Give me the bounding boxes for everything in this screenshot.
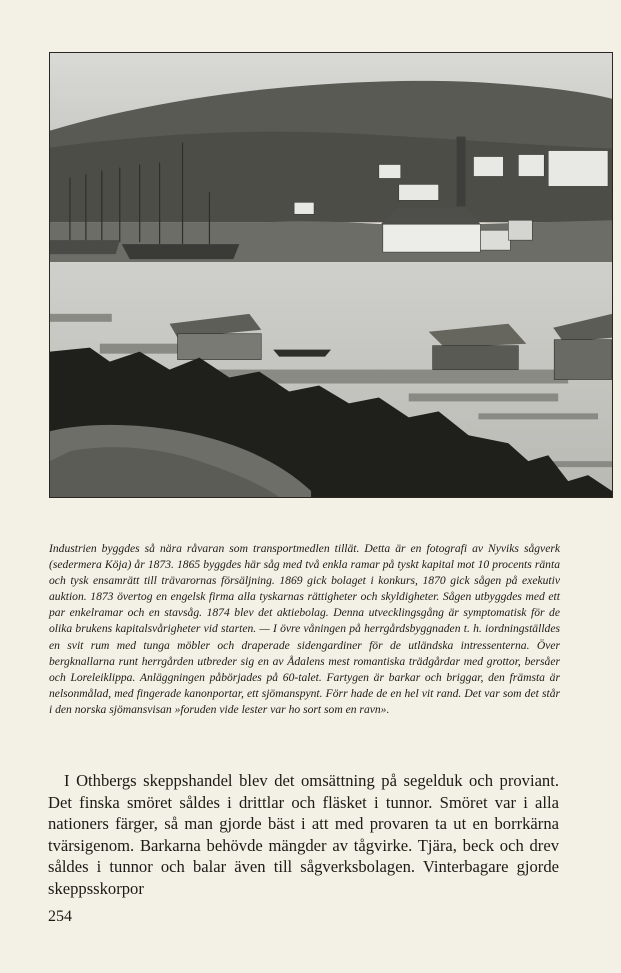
chimney bbox=[457, 137, 466, 207]
sawmill-harbour-photo bbox=[50, 53, 612, 497]
historical-photograph bbox=[49, 52, 613, 498]
ship-hull bbox=[122, 244, 240, 259]
body-paragraph: I Othbergs skeppshandel blev det omsättning på segelduk och proviant. Det finska smöret såldes i drittlar och fläsket i tunnor. Smöret var i alla nationers färger, så man gjorde bäst i att med provaren ta ut en borrkärna tvärsigenom. Barkarna behövde mängder av tågvirke. Tjära, beck och drev såldes i tunnor och balar även till sågverksbolagen. Vinterbagare gjorde skeppsskorpor bbox=[48, 771, 559, 898]
rowing-boat bbox=[273, 350, 331, 357]
page-number: 254 bbox=[48, 908, 72, 925]
photo-caption: Industrien byggdes så nära råvaran som transportmedlen tillät. Detta är en fotografi av Nyviks sågverk (sedermera Köja) år 1873. 1865 byggdes här såg med två enkla ramar på tyskt kapital mot 10 procents ränta och tysk ensamrätt till trävarornas försäljning. 1869 gick bolaget i konkurs, 1870 gick sågen på exekutiv auktion. 1873 övertog en engelsk firma alla tyskarnas rättigheter och skyldigheter. Sågen utbyggdes med ett par enkelramar och en stavsåg. 1874 blev det aktiebolag. Denna utvecklingsgång är symptomatisk för de olika brukens kapitalsvårigheter vid starten. — I övre våningen på herrgårdsbyggnaden t. h. iordningställdes en svit rum med tunga möbler och draperade sidengardiner för de utländska intressenterna. Över bergknallarna runt herrgården utbreder sig en av Ådalens mest romantiska trädgårdar med grottor, bersåer och Loreleiklippa. Anläggningen påbörjades på 60-talet. Fartygen är barkar och briggar, den främsta är nelsonmålad, med fingerade kanonportar, ett sjömanspynt. Förr hade de en hel vit rand. Det var som det står i den norska sjömansvisan »foruden vide lester var ho sort som en ravn». bbox=[49, 542, 560, 716]
